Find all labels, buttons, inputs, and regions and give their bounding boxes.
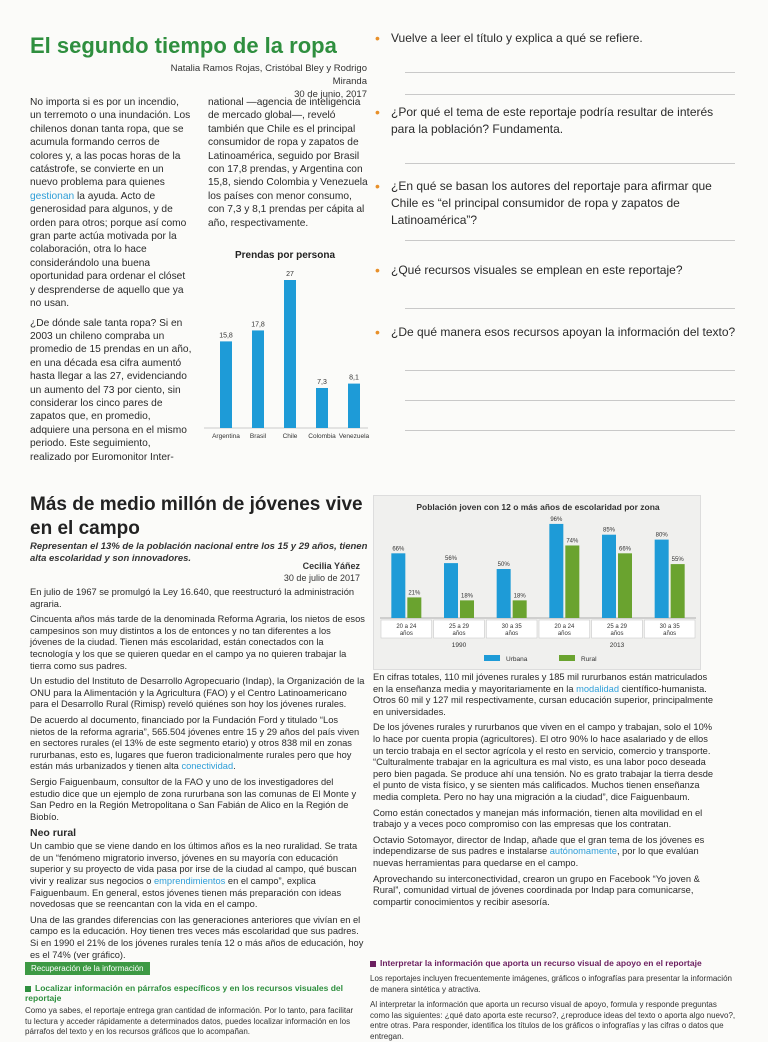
article2-paragraph: En julio de 1967 se promulgó la Ley 16.640, que reestructuró la administración agraria.	[30, 587, 355, 609]
article2-paragraph	[373, 672, 718, 718]
article2-title: Más de medio millón de jóvenes vive en el campo	[30, 494, 363, 539]
chart-title: Población joven con 12 o más años de escolaridad por zona	[416, 502, 660, 512]
footer-right-text: Los reportajes incluyen frecuentemente imágenes, gráficos o infografías para presentar la información de manera sintética y atractiva.	[370, 974, 732, 994]
bar-urbana	[549, 524, 563, 618]
category-label: 25 a 29	[606, 624, 628, 630]
article2-paragraph: Una de las grandes diferencias con las generaciones anteriores que vivían en el campo es la educación. Hoy tienen tres veces más escolaridad que sus padres. Si en 1990 el 21% de los jóvenes rurales tenía 12 o más años de educación, hoy es el 74% (ver gráfico).	[30, 914, 364, 960]
question-3	[376, 178, 736, 229]
answer-line[interactable]	[405, 430, 735, 431]
data-label: 7,3	[317, 378, 327, 386]
category-label: 30 a 35	[501, 624, 522, 630]
article2-author: Cecilia Yáñez	[302, 561, 360, 571]
bar-urbana	[391, 553, 405, 618]
article2-paragraph	[30, 715, 365, 773]
bar	[220, 341, 232, 428]
data-label: 50%	[497, 562, 510, 568]
bar	[284, 280, 296, 428]
article1-column2	[208, 96, 370, 230]
glossary-word: conectividad	[181, 761, 234, 772]
category-label: 20 a 24	[396, 624, 417, 630]
question-text: • ¿De qué manera esos recursos apoyan la información del texto?	[391, 325, 736, 339]
question-text: • Vuelve a leer el título y explica a qué se refiere.	[391, 31, 643, 45]
article2-paragraph: De los jóvenes rurales y rururbanos que viven en el campo y trabajan, solo el 10% lo hace por cuenta propia (agricultores). El otro 90% lo hace asalariado y de ellos un tercio trabaja en el sector agrícola y el resto en servicio, comercio y transporte. “Culturalmente trabajar en la agricultura es mal visto, es una labor poco deseada pero bien pagada. Se produce ahí una tensión. No es grato trabajar la tierra desde el punto de vista físico, y se sienten más calificados. Muchos tienen enseñanza media completa. Pero no hay una migración a la ciudad”, dice Faiguenbaum.	[373, 722, 714, 802]
group-label: 1990	[451, 642, 467, 649]
footer-left-text: Como ya sabes, el reportaje entrega gran cantidad de información. Por lo tanto, para facilitar tu lectura y acceder rápidamente a determinados datos, puedes localizar información en los párrafos del texto y en los recursos gráficos que lo acompañan.	[25, 1006, 354, 1036]
escolaridad-chart-svg	[374, 496, 702, 671]
data-label: 17,8	[251, 321, 265, 329]
data-label: 96%	[550, 516, 563, 523]
bar-urbana	[655, 540, 669, 618]
answer-line[interactable]	[405, 308, 735, 309]
data-label: 85%	[602, 527, 616, 534]
question-2	[376, 104, 736, 138]
footer-right-heading	[370, 958, 738, 968]
article2-subhead: Neo rural	[30, 827, 77, 840]
category-label: años	[399, 631, 413, 637]
prendas-chart	[198, 245, 373, 445]
question-5	[376, 324, 736, 341]
text-run: Un cambio que se viene dando en los últimos años es la neo ruralidad. Se trata de un “fenómeno migratorio inverso, jóvenes en su mayoría con educación superior y su proyecto de vida pasa por irse de la ciudad al campo, qué buscan vivir y realizar sus negocios o	[30, 841, 358, 887]
category-label: 30 a 35	[659, 624, 680, 630]
category-label: Colombia	[308, 433, 336, 440]
article1-paragraph: ¿De dónde sale tanta ropa? Si en 2003 un chileno compraba un promedio de 15 prendas en un año, en una década esa cifra aumentó hasta llegar a las 27, evidenciando un aumento del 73 por ciento, sin considerar los cinco pares de zapatos que, en promedio, adquiere una persona en el mismo periodo. Este seguimiento, realizado por Euromonitor Inter-	[30, 317, 192, 463]
group-label: 2013	[609, 642, 625, 649]
article1-date: 30 de junio, 2017	[294, 89, 367, 100]
legend-swatch	[559, 655, 575, 661]
answer-line[interactable]	[405, 72, 735, 73]
bar-rural	[513, 600, 527, 618]
answer-line[interactable]	[405, 240, 735, 241]
square-bullet-icon	[370, 961, 376, 967]
text-run: No importa si es por un incendio, un terremoto o una inundación. Los chilenos donan tanta ropa, que se acumula formando cerros de colores y, a las pocas horas de la catástrofe, se convierte en un nuevo problema para quienes	[30, 97, 191, 189]
skill-badge: Recuperación de la información	[25, 962, 150, 975]
answer-line[interactable]	[405, 163, 735, 164]
bar-rural	[460, 600, 474, 618]
glossary-word: gestionan	[30, 190, 75, 202]
bar-rural	[671, 564, 685, 618]
chart-title: Prendas por persona	[234, 250, 336, 261]
bar	[316, 388, 328, 428]
text-run: científico-humanista. Otros 60 mil y 127 mil respectivamente, cursan educación superior, principalmente en universidades.	[373, 683, 714, 717]
bar	[252, 330, 264, 428]
article2-paragraph	[373, 835, 718, 870]
prendas-chart-svg	[198, 245, 373, 445]
data-label: 18%	[513, 593, 526, 600]
category-label: años	[505, 631, 519, 637]
category-label: Brasil	[249, 433, 267, 440]
article2-paragraph: Cincuenta años más tarde de la denominada Reforma Agraria, los nietos de esos campesinos son muy distintos a los de entonces y no tan diferentes a los jóvenes de la ciudad. Tienen más escolaridad, están conectados con la tecnología y los que se quieren quedar en el campo ya no quieren trabajar la tierra como sus padres.	[30, 614, 365, 671]
footer-left-heading	[25, 983, 360, 1003]
article1-column1	[30, 96, 192, 470]
glossary-word: emprendimientos	[154, 876, 226, 887]
data-label: 66%	[392, 546, 405, 553]
article2-column1	[30, 587, 365, 965]
heading-text: Localizar información en párrafos específicos y en los recursos visuales del reportaje	[25, 983, 344, 1003]
category-label: años	[610, 631, 624, 637]
category-label: Chile	[282, 433, 298, 440]
question-text: • ¿Qué recursos visuales se emplean en este reportaje?	[391, 263, 683, 277]
glossary-word: autónomamente	[549, 846, 617, 857]
article2-paragraph: Sergio Faiguenbaum, consultor de la FAO y uno de los investigadores del estudio dice que un ejemplo de zona rururbana son las comunas de El Monte y San Pedro en la Región Metropolitana o San Fabián de Alico en la Región de Biobío.	[30, 776, 357, 822]
data-label: 66%	[618, 546, 632, 553]
data-label: 80%	[655, 532, 668, 539]
category-label: años	[452, 631, 466, 637]
answer-line[interactable]	[405, 400, 735, 401]
article1-title: El segundo tiempo de la ropa	[30, 33, 337, 58]
article2-column2	[373, 672, 718, 912]
footer-right-text: Al interpretar la información que aporta un recurso visual de apoyo, formula y responde preguntas como las siguientes: ¿qué dato aporta este recurso?, ¿reproduce ideas del texto o aporta algo nuevo?, entre otras. Para responder, identifica los títulos de los gráficos o infografías y las cifras o datos que entregan.	[370, 1000, 736, 1041]
escolaridad-chart	[373, 495, 701, 670]
article1-authors: Natalia Ramos Rojas, Cristóbal Bley y Rodrigo Miranda	[170, 63, 367, 87]
article2-paragraph: Aprovechando su interconectividad, crearon un grupo en Facebook “Yo joven & Rural”, comunidad virtual de jóvenes coordinada por Indap para comunicarse, compartir conocimientos y recibir asesoría.	[373, 873, 700, 907]
legend-swatch	[484, 655, 500, 661]
footer-right	[370, 958, 738, 1042]
text-run: la ayuda. Acto de generosidad para algunos, y de orden para otros; porque así como gran parte actúa motivada por la colaboración, otra lo hace considerándolo una buena oportunidad para ordenar el clóset y desprenderse de aquello que ya no usan.	[30, 190, 187, 310]
square-bullet-icon	[25, 986, 31, 992]
footer-left	[25, 958, 360, 1038]
question-text: • ¿En qué se basan los autores del reportaje para afirmar que Chile es “el principal consumidor de ropa y zapatos de Latinoamérica”?	[391, 179, 712, 227]
glossary-word: modalidad	[576, 683, 620, 694]
article1-paragraph	[30, 96, 192, 311]
heading-text: Interpretar la información que aporta un recurso visual de apoyo en el reportaje	[380, 958, 702, 968]
bar-urbana	[497, 569, 511, 618]
text-run: Octavio Sotomayor, director de Indap, añade que el gran tema de los jóvenes es independizarse de sus padres e instalarse	[373, 834, 705, 857]
data-label: 56%	[444, 556, 458, 563]
question-4	[376, 262, 736, 279]
legend-label: Rural	[581, 656, 597, 663]
text-run: De acuerdo al documento, financiado por la Fundación Ford y titulado “Los nietos de la reforma agraria”, 565.504 jóvenes entre 15 y 29 años del país viven en sectores rurales (el 13% de este segmento etario) y otros 838 mil en zonas rururbanas, esto es, lugares que fueron tradicionalmente rurales pero que hoy están más urbanizados y tienen alta	[30, 714, 360, 772]
text-run: .	[233, 761, 236, 772]
bar-rural	[618, 553, 632, 618]
text-run: En cifras totales, 110 mil jóvenes rurales y 185 mil rururbanos están matriculados en la enseñanza media y mayoritariamente en la	[373, 672, 708, 694]
article2-byline	[200, 560, 360, 584]
question-1	[376, 30, 736, 47]
bar	[348, 384, 360, 428]
category-label: 20 a 24	[554, 624, 575, 630]
data-label: 15,8	[219, 332, 233, 340]
category-label: años	[557, 631, 571, 637]
answer-line[interactable]	[405, 370, 735, 371]
article2-paragraph	[30, 841, 365, 911]
bar-rural	[565, 545, 579, 618]
article2-date: 30 de julio de 2017	[283, 573, 360, 583]
article2-paragraph: Como están conectados y manejan más información, tienen alta movilidad en el trabajo y a veces poco compromiso con las empresas que los contratan.	[373, 807, 703, 830]
legend-label: Urbana	[506, 656, 528, 663]
category-label: años	[663, 631, 677, 637]
bar-urbana	[444, 563, 458, 618]
data-label: 55%	[671, 557, 684, 564]
bar-urbana	[602, 535, 616, 618]
text-run: , por lo que evalúan nuevas herramientas para quedarse en el campo.	[373, 846, 699, 868]
article1-paragraph: national —agencia de inteligencia de mercado global—, reveló también que Chile es el principal consumidor de ropa y zapatos de Latinoamérica, seguido por Brasil con 17,8 prendas, y Argentina con 15,8, siendo Colombia y Venezuela los países con menor consumo, con 7,3 y 8,1 prendas per cápita al año, respectivamente.	[208, 97, 368, 229]
data-label: 27	[286, 271, 294, 278]
data-label: 8,1	[349, 374, 359, 382]
category-label: Argentina	[212, 433, 240, 440]
article2-subtitle: Representan el 13% de la población nacional entre los 15 y 29 años, tienen alta escolaridad y son innovadores.	[30, 541, 368, 564]
article2-paragraph: Un estudio del Instituto de Desarrollo Agropecuario (Indap), la Organización de la ONU para la Alimentación y la Agricultura (FAO) y el Centro Latinoamericano para el Desarrollo Rural (Rimisp) reveló quiénes son hoy los jóvenes rurales.	[30, 676, 365, 710]
data-label: 74%	[566, 538, 579, 545]
data-label: 18%	[460, 593, 474, 600]
data-label: 21%	[408, 590, 421, 597]
category-label: Venezuela	[338, 433, 370, 440]
question-text: • ¿Por qué el tema de este reportaje podría resultar de interés para la población? Fundamenta.	[391, 105, 714, 136]
answer-line[interactable]	[405, 94, 735, 95]
text-run: en el campo”, explica Faiguenbaum. En general, estos jóvenes tienen más preparación con ideas novedosas que se reencantan con la vida en el campo.	[30, 876, 342, 910]
category-label: 25 a 29	[448, 624, 470, 630]
bar-rural	[407, 597, 421, 618]
